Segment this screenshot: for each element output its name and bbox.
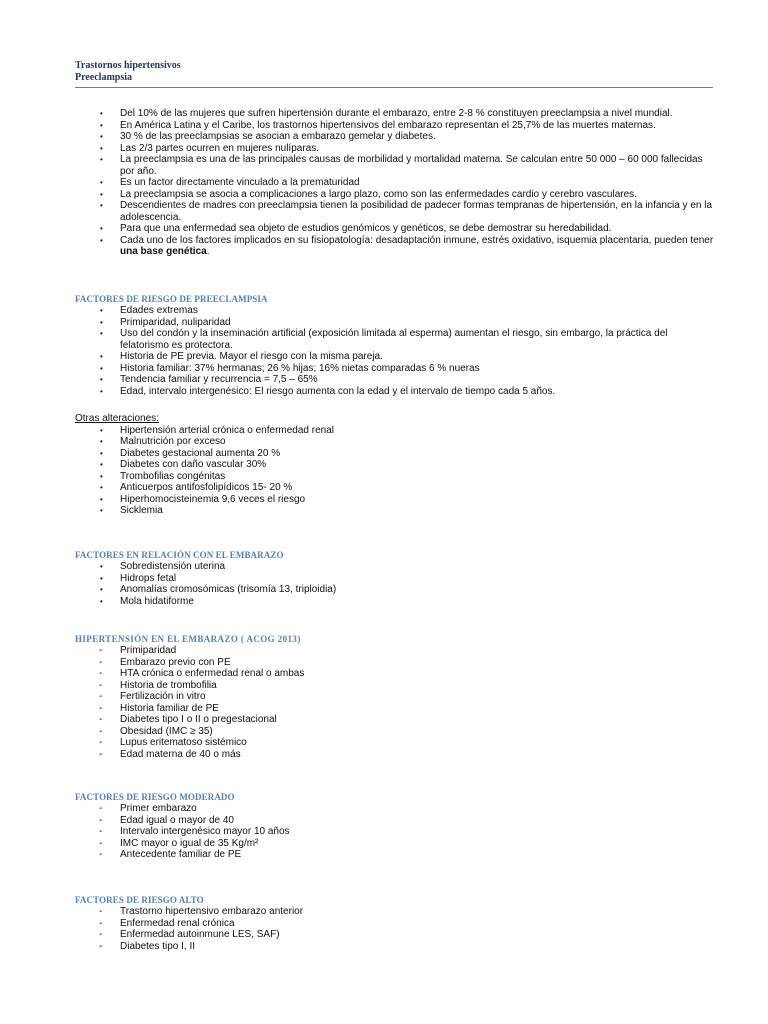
section-title: FACTORES EN RELACIÓN CON EL EMBARAZO [75, 550, 284, 560]
list-item: • Diabetes gestacional aumenta 20 % [75, 448, 715, 460]
list-item: - Fertilización in vitro [75, 691, 715, 703]
list-item [75, 235, 715, 258]
list-item: • Del 10% de las mujeres que sufren hipertensión durante el embarazo, entre 2-8 % constituyen preeclampsia a nivel mundial. [75, 108, 715, 120]
section-title: FACTORES DE RIESGO DE PREECLAMPSIA [75, 294, 268, 304]
acog-section [75, 634, 715, 760]
list-item: - Diabetes tipo I, II [75, 941, 715, 953]
moderate-risk-list [75, 803, 715, 861]
list-item: • Para que una enfermedad sea objeto de estudios genómicos y genéticos, se debe demostrar su heredabilidad. [75, 223, 715, 235]
list-item: • Descendientes de madres con preeclampsia tienen la posibilidad de padecer formas tempranas de hipertensión, en la infancia y en la adolescencia. [75, 200, 715, 223]
list-item: - Historia de trombofilia [75, 680, 715, 692]
moderate-risk-section [75, 792, 715, 861]
list-item: - Primer embarazo [75, 803, 715, 815]
other-alterations-label: Otras alteraciones: [75, 413, 159, 424]
list-item: • En América Latina y el Caribe, los trastornos hipertensivos del embarazo representan el 25,7% de las muertes maternas. [75, 120, 715, 132]
header-title: Trastornos hipertensivos [75, 60, 181, 71]
list-item: • Sobredistensión uterina [75, 561, 715, 573]
list-item: • Malnutrición por exceso [75, 436, 715, 448]
section-title: FACTORES DE RIESGO MODERADO [75, 792, 235, 802]
high-risk-list [75, 906, 715, 952]
document-header [75, 60, 713, 88]
pregnancy-factors-list [75, 561, 715, 607]
list-item: • La preeclampsia se asocia a complicaciones a largo plazo, como son las enfermedades cardio y cerebro vasculares. [75, 189, 715, 201]
list-item: • Anomalías cromosómicas (trisomía 13, triploidia) [75, 584, 715, 596]
high-risk-section [75, 895, 715, 952]
list-item: - IMC mayor o igual de 35 Kg/m² [75, 838, 715, 850]
acog-list [75, 645, 715, 760]
list-item: • La preeclampsia es una de las principales causas de morbilidad y mortalidad materna. Se calculan entre 50 000 – 60 000 fallecidas por año. [75, 154, 715, 177]
list-item: - Edad igual o mayor de 40 [75, 815, 715, 827]
section-title: FACTORES DE RIESGO ALTO [75, 895, 204, 905]
list-item: - Diabetes tipo I o II o pregestacional [75, 714, 715, 726]
risk-factors-section [75, 294, 715, 397]
list-item: - Intervalo intergenésico mayor 10 años [75, 826, 715, 838]
list-item: - Historia familiar de PE [75, 703, 715, 715]
list-item: • Edades extremas [75, 305, 715, 317]
list-item: - Lupus eritematoso sistémico [75, 737, 715, 749]
list-item: - Antecedente familiar de PE [75, 849, 715, 861]
list-item: • Hidrops fetal [75, 573, 715, 585]
list-item: • Hipertensión arterial crónica o enfermedad renal [75, 425, 715, 437]
risk-factors-list [75, 305, 715, 397]
list-item: • Hiperhomocisteinemia 9,6 veces el riesgo [75, 494, 715, 506]
list-item: • Sicklemia [75, 505, 715, 517]
list-item: • Edad, intervalo intergenésico: El riesgo aumenta con la edad y el intervalo de tiempo cada 5 años. [75, 386, 715, 398]
list-item: • Historia familiar: 37% hermanas; 26 % hijas; 16% nietas comparadas 6 % nueras [75, 363, 715, 375]
list-item: - HTA crónica o enfermedad renal o ambas [75, 668, 715, 680]
list-item-text: Cada uno de los factores implicados en su fisiopatología: desadaptación inmune, estrés oxidativo, isquemia placentaria, pueden tener [120, 234, 714, 246]
list-item: - Enfermedad autoinmune LES, SAF) [75, 929, 715, 941]
list-item: • Mola hidatiforme [75, 596, 715, 608]
list-item: • Es un factor directamente vinculado a la prematuridad [75, 177, 715, 189]
list-item: - Obesidad (IMC ≥ 35) [75, 726, 715, 738]
list-item: • Diabetes con daño vascular 30% [75, 459, 715, 471]
list-item: • 30 % de las preeclampsias se asocian a embarazo gemelar y diabetes. [75, 131, 715, 143]
other-alterations-section [75, 413, 715, 517]
list-item: - Embarazo previo con PE [75, 657, 715, 669]
list-item: • Primiparidad, nuliparidad [75, 317, 715, 329]
list-item: - Primiparidad [75, 645, 715, 657]
intro-section [75, 108, 715, 258]
header-subtitle: Preeclampsia [75, 72, 133, 83]
list-item: • Historia de PE previa. Mayor el riesgo con la misma pareja. [75, 351, 715, 363]
pregnancy-factors-section [75, 550, 715, 607]
list-item: - Edad materna de 40 o más [75, 749, 715, 761]
list-item: - Trastorno hipertensivo embarazo anterior [75, 906, 715, 918]
intro-list [75, 108, 715, 258]
emphasis-text: una base genética [120, 246, 207, 257]
section-title: HIPERTENSIÓN EN EL EMBARAZO ( ACOG 2013) [75, 634, 301, 644]
other-alterations-list [75, 425, 715, 517]
list-item: • Uso del condón y la inseminación artificial (exposición limitada al esperma) aumentan el riesgo, sin embargo, la práctica del felatorismo es protectora. [75, 328, 715, 351]
list-item: • Trombofilias congénitas [75, 471, 715, 483]
list-item: • Las 2/3 partes ocurren en mujeres nulíparas. [75, 143, 715, 155]
list-item: • Anticuerpos antifosfolipídicos 15- 20 % [75, 482, 715, 494]
list-item: • Tendencia familiar y recurrencia = 7,5 – 65% [75, 374, 715, 386]
list-item: - Enfermedad renal crónica [75, 918, 715, 930]
list-item-suffix: . [206, 246, 210, 257]
